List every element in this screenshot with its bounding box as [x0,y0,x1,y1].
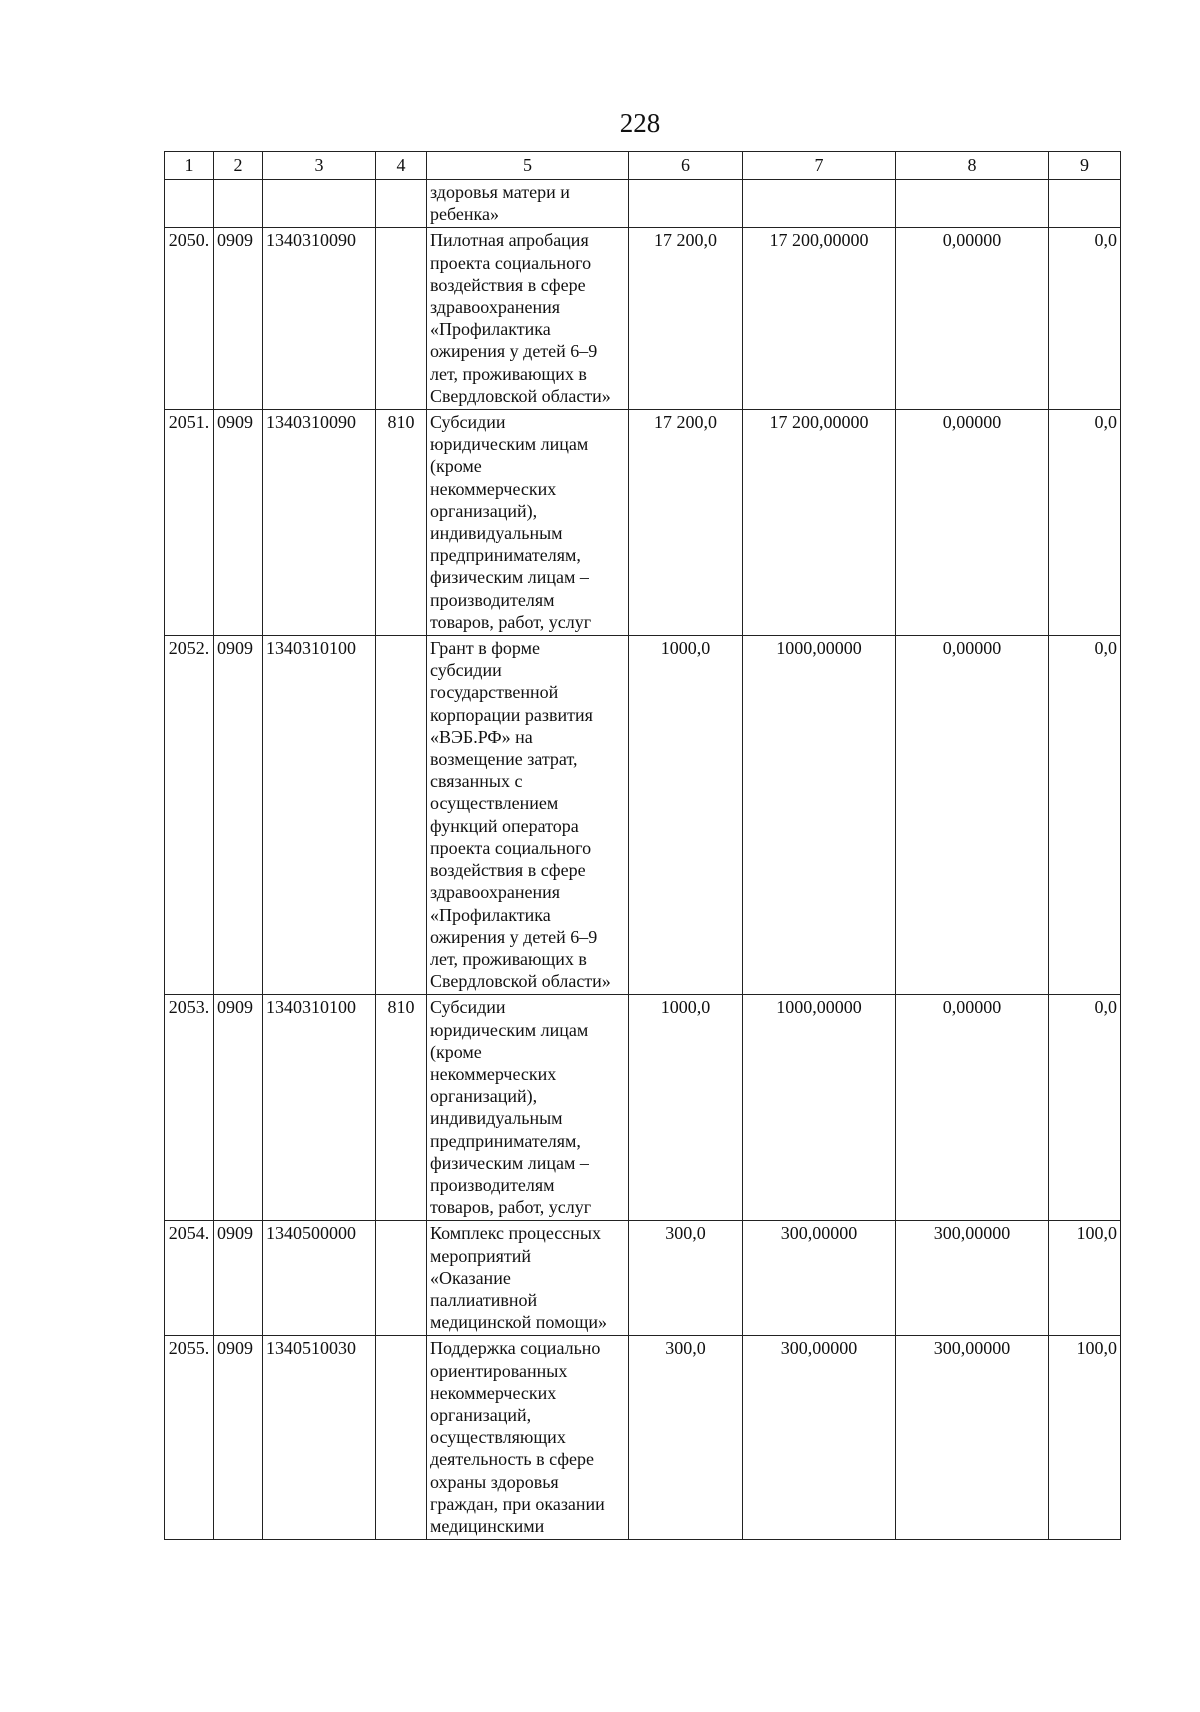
expense-type-code [376,1221,427,1336]
description-line: здоровья матери и [430,182,570,202]
expense-type-code [376,180,427,228]
executed-amount: 17 200,00000 [743,410,896,636]
page-number: 228 [619,108,661,138]
description-line: организаций), [430,500,538,521]
description-line: ожирения у детей 6–9 [430,341,598,362]
description-line: Субсидии [430,997,506,1018]
executed-amount: 17 200,00000 [743,228,896,410]
execution-percent: 0,0 [1049,410,1121,636]
cash-amount: 0,00000 [896,995,1049,1221]
expense-type-code [376,636,427,995]
row-number [165,180,214,228]
executed-amount: 300,00000 [743,1221,896,1336]
executed-amount: 300,00000 [743,1336,896,1540]
description-line: воздействия в сфере [430,860,586,881]
header-row [165,152,1121,180]
description-line: государственной [430,682,559,703]
description-line: связанных с [430,771,523,792]
description-line: субсидии [430,660,502,681]
description-line: здравоохранения [430,882,561,903]
row-number: 2052. [165,636,214,995]
executed-amount [743,180,896,228]
budget-table [164,151,1121,1540]
plan-amount: 17 200,0 [629,410,743,636]
description-line: проекта социального [430,252,592,273]
section-code: 0909 [214,1221,263,1336]
description-line: деятельность в сфере [430,1449,594,1470]
column-header: 2 [214,152,263,180]
execution-percent [1049,180,1121,228]
column-header: 6 [629,152,743,180]
plan-amount: 1000,0 [629,995,743,1221]
description-line: «Профилактика [430,904,551,925]
column-header: 3 [263,152,376,180]
item-description [427,410,629,636]
description-line: ориентированных [430,1360,568,1381]
execution-percent: 0,0 [1049,636,1121,995]
expense-type-code: 810 [376,410,427,636]
description-line: медицинской помощи» [430,1312,607,1333]
row-number: 2054. [165,1221,214,1336]
description-line: юридическим лицам [430,434,589,455]
section-code: 0909 [214,228,263,410]
execution-percent: 0,0 [1049,995,1121,1221]
description-line: паллиативной [430,1289,538,1310]
description-line: проекта социального [430,837,592,858]
description-line: Грант в форме [430,638,541,659]
target-code: 1340310100 [263,636,376,995]
item-description [427,180,629,228]
execution-percent: 0,0 [1049,228,1121,410]
description-line: некоммерческих [430,1382,557,1403]
cash-amount: 300,00000 [896,1221,1049,1336]
execution-percent: 100,0 [1049,1336,1121,1540]
target-code: 1340310090 [263,410,376,636]
description-line: производителям [430,589,555,610]
description-line: (кроме [430,1041,482,1062]
target-code: 1340500000 [263,1221,376,1336]
expense-type-code [376,1336,427,1540]
description-line: физическим лицам – [430,567,589,588]
item-description [427,636,629,995]
column-header: 1 [165,152,214,180]
cash-amount: 0,00000 [896,410,1049,636]
description-line: охраны здоровья [430,1471,559,1492]
table-row [165,410,1121,636]
description-line: лет, проживающих в [430,363,587,384]
description-line: предпринимателям, [430,545,581,566]
description-line: организаций), [430,1086,538,1107]
expense-type-code: 810 [376,995,427,1221]
description-line: медицинскими [430,1515,545,1536]
expense-type-code [376,228,427,410]
cash-amount: 0,00000 [896,636,1049,995]
description-line: Комплекс процессных [430,1223,601,1244]
section-code: 0909 [214,636,263,995]
target-code: 1340510030 [263,1336,376,1540]
row-number: 2050. [165,228,214,410]
cash-amount: 0,00000 [896,228,1049,410]
item-description [427,1221,629,1336]
description-line: товаров, работ, услуг [430,1197,592,1218]
description-line: Свердловской области» [430,971,611,992]
description-line: ожирения у детей 6–9 [430,926,598,947]
description-line: осуществлением [430,793,559,814]
table-row [165,995,1121,1221]
description-line: юридическим лицам [430,1019,589,1040]
table-row [165,1221,1121,1336]
section-code: 0909 [214,1336,263,1540]
description-line: здравоохранения [430,297,561,318]
description-line: возмещение затрат, [430,749,578,770]
column-header: 9 [1049,152,1121,180]
description-line: функций оператора [430,815,579,836]
column-header: 5 [427,152,629,180]
plan-amount [629,180,743,228]
description-line: ребенка» [430,204,499,225]
description-line: «Профилактика [430,319,551,340]
section-code: 0909 [214,410,263,636]
description-line: осуществляющих [430,1427,566,1448]
description-line: воздействия в сфере [430,274,586,295]
row-number: 2051. [165,410,214,636]
plan-amount: 300,0 [629,1336,743,1540]
table-row [165,180,1121,228]
column-header: 7 [743,152,896,180]
description-line: индивидуальным [430,1108,563,1129]
description-line: мероприятий [430,1245,532,1266]
description-line: «ВЭБ.РФ» на [430,726,533,747]
description-line: (кроме [430,456,482,477]
column-header: 4 [376,152,427,180]
section-code [214,180,263,228]
description-line: некоммерческих [430,1063,557,1084]
cash-amount: 300,00000 [896,1336,1049,1540]
description-line: Пилотная апробация [430,230,589,251]
table-row [165,1336,1121,1540]
table-row [165,636,1121,995]
executed-amount: 1000,00000 [743,636,896,995]
row-number: 2053. [165,995,214,1221]
description-line: некоммерческих [430,478,557,499]
description-line: предпринимателям, [430,1130,581,1151]
column-header: 8 [896,152,1049,180]
executed-amount: 1000,00000 [743,995,896,1221]
description-line: индивидуальным [430,523,563,544]
plan-amount: 1000,0 [629,636,743,995]
description-line: физическим лицам – [430,1152,589,1173]
description-line: товаров, работ, услуг [430,611,592,632]
cash-amount [896,180,1049,228]
description-line: корпорации развития [430,704,593,725]
description-line: граждан, при оказании [430,1493,605,1514]
description-line: Поддержка социально [430,1338,601,1359]
execution-percent: 100,0 [1049,1221,1121,1336]
description-line: производителям [430,1174,555,1195]
plan-amount: 300,0 [629,1221,743,1336]
item-description [427,1336,629,1540]
target-code: 1340310090 [263,228,376,410]
description-line: Субсидии [430,412,506,433]
row-number: 2055. [165,1336,214,1540]
target-code: 1340310100 [263,995,376,1221]
item-description [427,228,629,410]
description-line: лет, проживающих в [430,948,587,969]
description-line: «Оказание [430,1267,511,1288]
plan-amount: 17 200,0 [629,228,743,410]
item-description [427,995,629,1221]
section-code: 0909 [214,995,263,1221]
table-row [165,228,1121,410]
target-code [263,180,376,228]
description-line: организаций, [430,1404,532,1425]
description-line: Свердловской области» [430,385,611,406]
